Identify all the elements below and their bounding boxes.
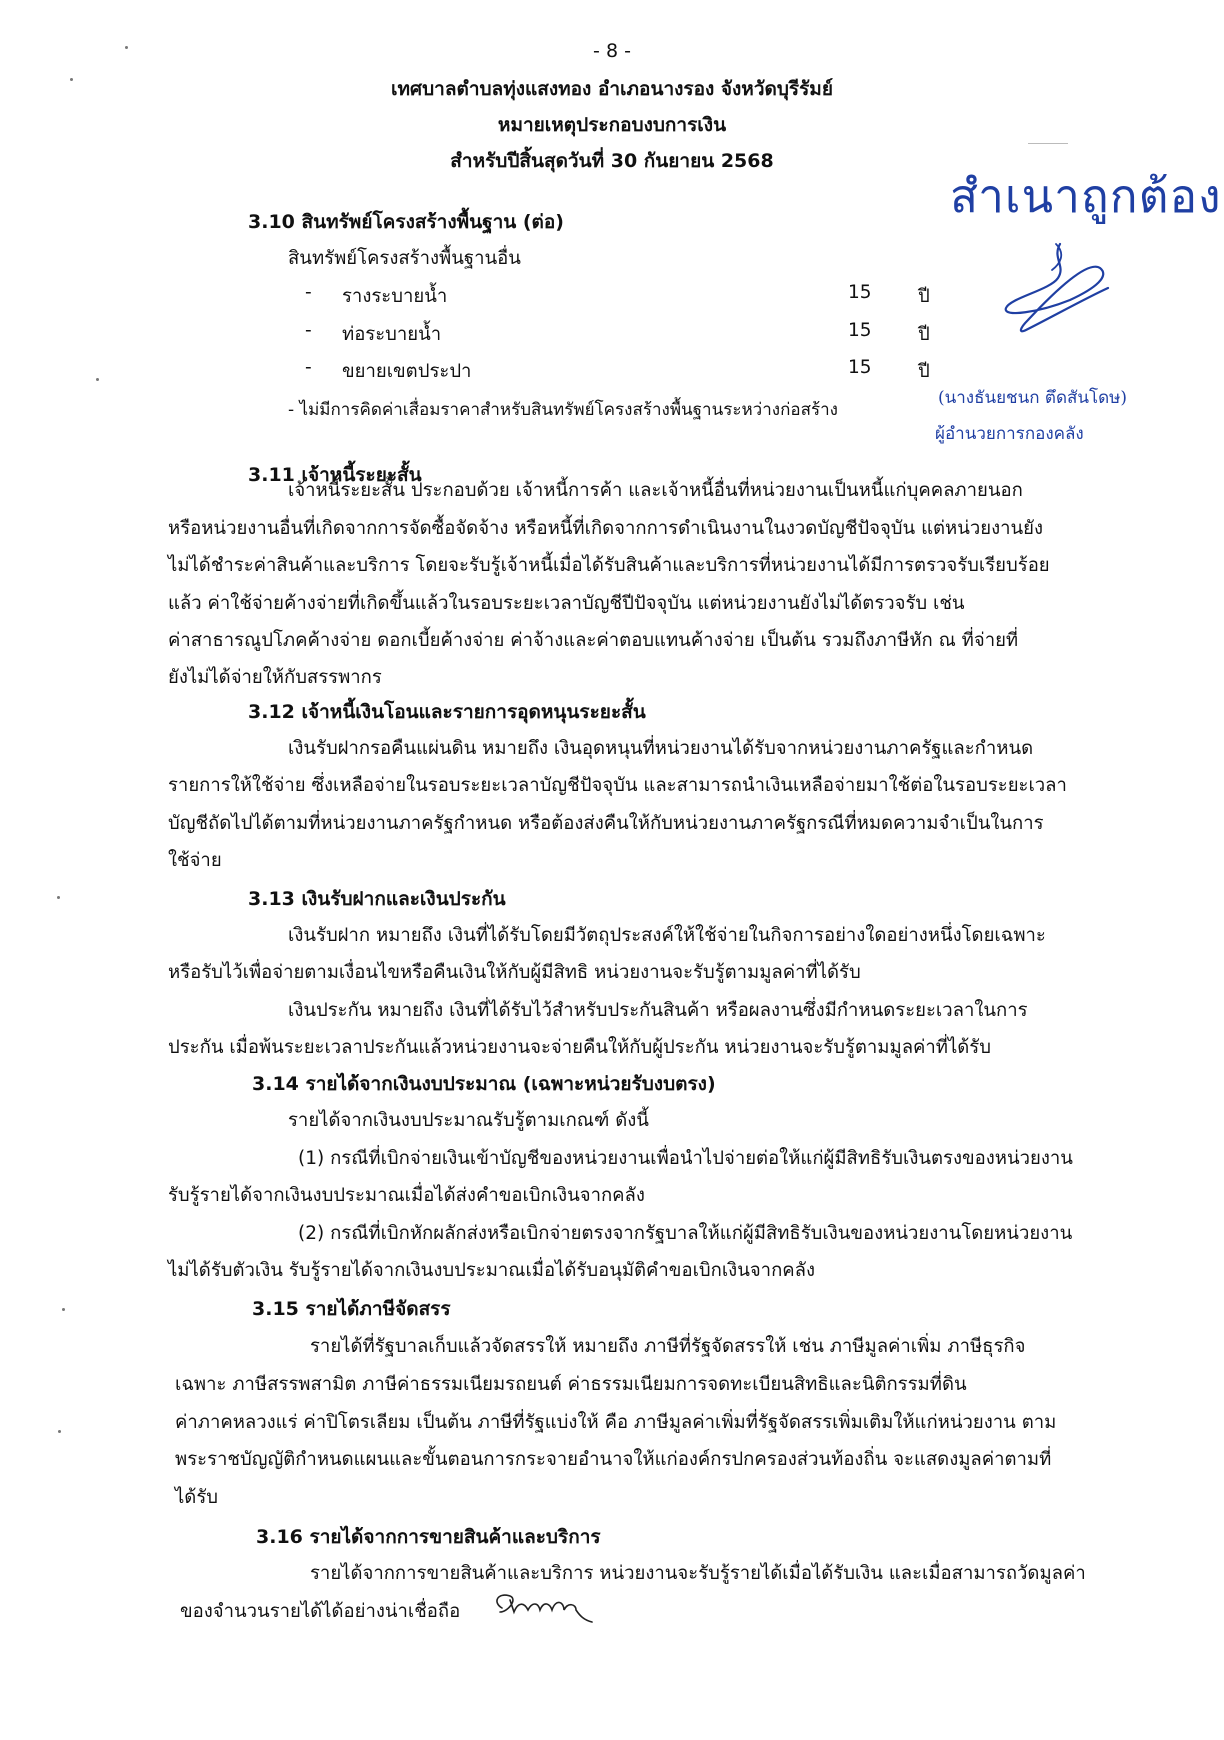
paragraph-line: แล้ว ค่าใช้จ่ายค้างจ่ายที่เกิดขึ้นแล้วในรอบระยะเวลาบัญชีปีปัจจุบัน แต่หน่วยงานยังไม่ได้ตรวจรับ เช่น	[168, 593, 965, 614]
paragraph-line: ได้รับ	[175, 1487, 218, 1508]
scan-speck	[96, 378, 99, 381]
header-organization: เทศบาลตำบลทุ่งแสงทอง อำเภอนางรอง จังหวัดบุรีรัมย์	[391, 78, 833, 100]
useful-life-years: 15	[848, 357, 872, 378]
paragraph-line: เฉพาะ ภาษีสรรพสามิต ภาษีค่าธรรมเนียมรถยนต์ ค่าธรรมเนียมการจดทะเบียนสิทธิและนิติกรรมที่ดิน	[175, 1374, 967, 1395]
paragraph-line: หรือรับไว้เพื่อจ่ายตามเงื่อนไขหรือคืนเงินให้กับผู้มีสิทธิ หน่วยงานจะรับรู้ตามมูลค่าที่ได้รับ	[168, 962, 861, 983]
initials-signature	[488, 1590, 600, 1626]
paragraph-line: (1) กรณีที่เบิกจ่ายเงินเข้าบัญชีของหน่วยงานเพื่อนำไปจ่ายต่อให้แก่ผู้มีสิทธิรับเงินตรงของหน่วยงาน	[298, 1148, 1073, 1169]
header-period: สำหรับปีสิ้นสุดวันที่ 30 กันยายน 2568	[450, 150, 774, 172]
section-3-14-heading: 3.14 รายได้จากเงินงบประมาณ (เฉพาะหน่วยรับงบตรง)	[252, 1073, 716, 1095]
useful-life-years: 15	[848, 282, 872, 303]
scan-speck	[57, 896, 60, 899]
paragraph-line: เงินรับฝากรอคืนแผ่นดิน หมายถึง เงินอุดหนุนที่หน่วยงานได้รับจากหน่วยงานภาครัฐและกำหนด	[288, 738, 1034, 759]
scan-speck	[70, 78, 73, 81]
useful-life-unit: ปี	[918, 286, 930, 307]
paragraph-line: รายการให้ใช้จ่าย ซึ่งเหลือจ่ายในรอบระยะเวลาบัญชีปัจจุบัน และสามารถนำเงินเหลือจ่ายมาใช้ต่อในรอบระยะเวลา	[168, 775, 1067, 796]
header-document-title: หมายเหตุประกอบงบการเงิน	[497, 114, 727, 136]
section-3-15-heading: 3.15 รายได้ภาษีจัดสรร	[252, 1298, 451, 1320]
section-3-10-note: - ไม่มีการคิดค่าเสื่อมราคาสำหรับสินทรัพย์โครงสร้างพื้นฐานระหว่างก่อสร้าง	[288, 400, 838, 420]
paragraph-line: บัญชีถัดไปได้ตามที่หน่วยงานภาครัฐกำหนด หรือต้องส่งคืนให้กับหน่วยงานภาครัฐกรณีที่หมดความจำเป็นในการ	[168, 813, 1044, 834]
signature-mark	[1000, 238, 1120, 338]
section-3-13-heading: 3.13 เงินรับฝากและเงินประกัน	[248, 888, 506, 910]
paragraph-line: ไม่ได้ชำระค่าสินค้าและบริการ โดยจะรับรู้เจ้าหนี้เมื่อได้รับสินค้าและบริการที่หน่วยงานได้มีการตรวจรับเรียบร้อย	[168, 555, 1050, 576]
paragraph-line: เจ้าหนี้ระยะสั้น ประกอบด้วย เจ้าหนี้การค้า และเจ้าหนี้อื่นที่หน่วยงานเป็นหนี้แก่บุคคลภายนอก	[288, 480, 1023, 501]
paragraph-line: รับรู้รายได้จากเงินงบประมาณเมื่อได้ส่งคำขอเบิกเงินจากคลัง	[168, 1185, 645, 1206]
paragraph-line: ของจำนวนรายได้ได้อย่างน่าเชื่อถือ	[180, 1601, 461, 1622]
paragraph-line: พระราชบัญญัติกำหนดแผนและขั้นตอนการกระจายอำนาจให้แก่องค์กรปกครองส่วนท้องถิ่น จะแสดงมูลค่าตามที่	[175, 1449, 1052, 1470]
paragraph-line: ใช้จ่าย	[168, 850, 222, 871]
paragraph-line: (2) กรณีที่เบิกหักผลักส่งหรือเบิกจ่ายตรงจากรัฐบาลให้แก่ผู้มีสิทธิรับเงินของหน่วยงานโดยหน่วยงาน	[298, 1223, 1073, 1244]
useful-life-unit: ปี	[918, 324, 930, 345]
useful-life-years: 15	[848, 320, 872, 341]
page-number: - 8 -	[593, 40, 631, 62]
section-3-12-heading: 3.12 เจ้าหนี้เงินโอนและรายการอุดหนุนระยะสั้น	[248, 701, 646, 723]
paragraph-line: ประกัน เมื่อพ้นระยะเวลาประกันแล้วหน่วยงานจะจ่ายคืนให้กับผู้ประกัน หน่วยงานจะรับรู้ตามมูลค่าที่ได้รับ	[168, 1037, 991, 1058]
signer-title: ผู้อำนวยการกองคลัง	[935, 424, 1084, 444]
list-bullet: -	[305, 320, 312, 341]
list-bullet: -	[305, 282, 312, 303]
paragraph-line: รายได้จากการขายสินค้าและบริการ หน่วยงานจะรับรู้รายได้เมื่อได้รับเงิน และเมื่อสามารถวัดมูลค่า	[310, 1563, 1086, 1584]
paragraph-line: ค่าภาคหลวงแร่ ค่าปิโตรเลียม เป็นต้น ภาษีที่รัฐแบ่งให้ คือ ภาษีมูลค่าเพิ่มที่รัฐจัดสรรเพิ่มเติมให้แก่หน่วยงาน ตาม	[175, 1412, 1057, 1433]
paragraph-line: ค่าสาธารณูปโภคค้างจ่าย ดอกเบี้ยค้างจ่าย ค่าจ้างและค่าตอบแทนค้างจ่าย เป็นต้น รวมถึงภาษีหัก ณ ที่จ่ายที่	[168, 630, 1019, 651]
list-bullet: -	[305, 357, 312, 378]
section-3-16-heading: 3.16 รายได้จากการขายสินค้าและบริการ	[256, 1526, 601, 1548]
asset-name: ขยายเขตประปา	[342, 361, 472, 382]
section-3-11-heading: 3.11 เจ้าหนี้ระยะสั้น	[248, 464, 422, 486]
scan-speck	[125, 46, 128, 49]
asset-name: ท่อระบายน้ำ	[342, 324, 442, 345]
scan-speck	[62, 1308, 65, 1311]
certified-true-copy-stamp: สำเนาถูกต้อง	[950, 169, 1222, 223]
paragraph-line: เงินรับฝาก หมายถึง เงินที่ได้รับโดยมีวัตถุประสงค์ให้ใช้จ่ายในกิจการอย่างใดอย่างหนึ่งโดยเฉพาะ	[288, 925, 1046, 946]
section-3-10-subheading: สินทรัพย์โครงสร้างพื้นฐานอื่น	[288, 248, 521, 269]
useful-life-unit: ปี	[918, 361, 930, 382]
paragraph-line: ยังไม่ได้จ่ายให้กับสรรพากร	[168, 667, 382, 688]
paragraph-line: หรือหน่วยงานอื่นที่เกิดจากการจัดซื้อจัดจ้าง หรือหนี้ที่เกิดจากการดำเนินงานในงวดบัญชีปัจจุบัน แต่หน่วยงานยัง	[168, 518, 1044, 539]
section-3-10-heading: 3.10 สินทรัพย์โครงสร้างพื้นฐาน (ต่อ)	[248, 211, 564, 233]
signer-name: (นางธันยชนก ตึดสันโดษ)	[938, 388, 1128, 408]
scan-speck	[1028, 143, 1068, 144]
paragraph-line: รายได้ที่รัฐบาลเก็บแล้วจัดสรรให้ หมายถึง ภาษีที่รัฐจัดสรรให้ เช่น ภาษีมูลค่าเพิ่ม ภาษีธุรกิจ	[310, 1336, 1026, 1357]
scan-speck	[58, 1430, 61, 1433]
paragraph-line: รายได้จากเงินงบประมาณรับรู้ตามเกณฑ์ ดังนี้	[288, 1110, 649, 1131]
paragraph-line: ไม่ได้รับตัวเงิน รับรู้รายได้จากเงินงบประมาณเมื่อได้รับอนุมัติคำขอเบิกเงินจากคลัง	[168, 1260, 816, 1281]
asset-name: รางระบายน้ำ	[342, 286, 448, 307]
paragraph-line: เงินประกัน หมายถึง เงินที่ได้รับไว้สำหรับประกันสินค้า หรือผลงานซึ่งมีกำหนดระยะเวลาในการ	[288, 1000, 1028, 1021]
